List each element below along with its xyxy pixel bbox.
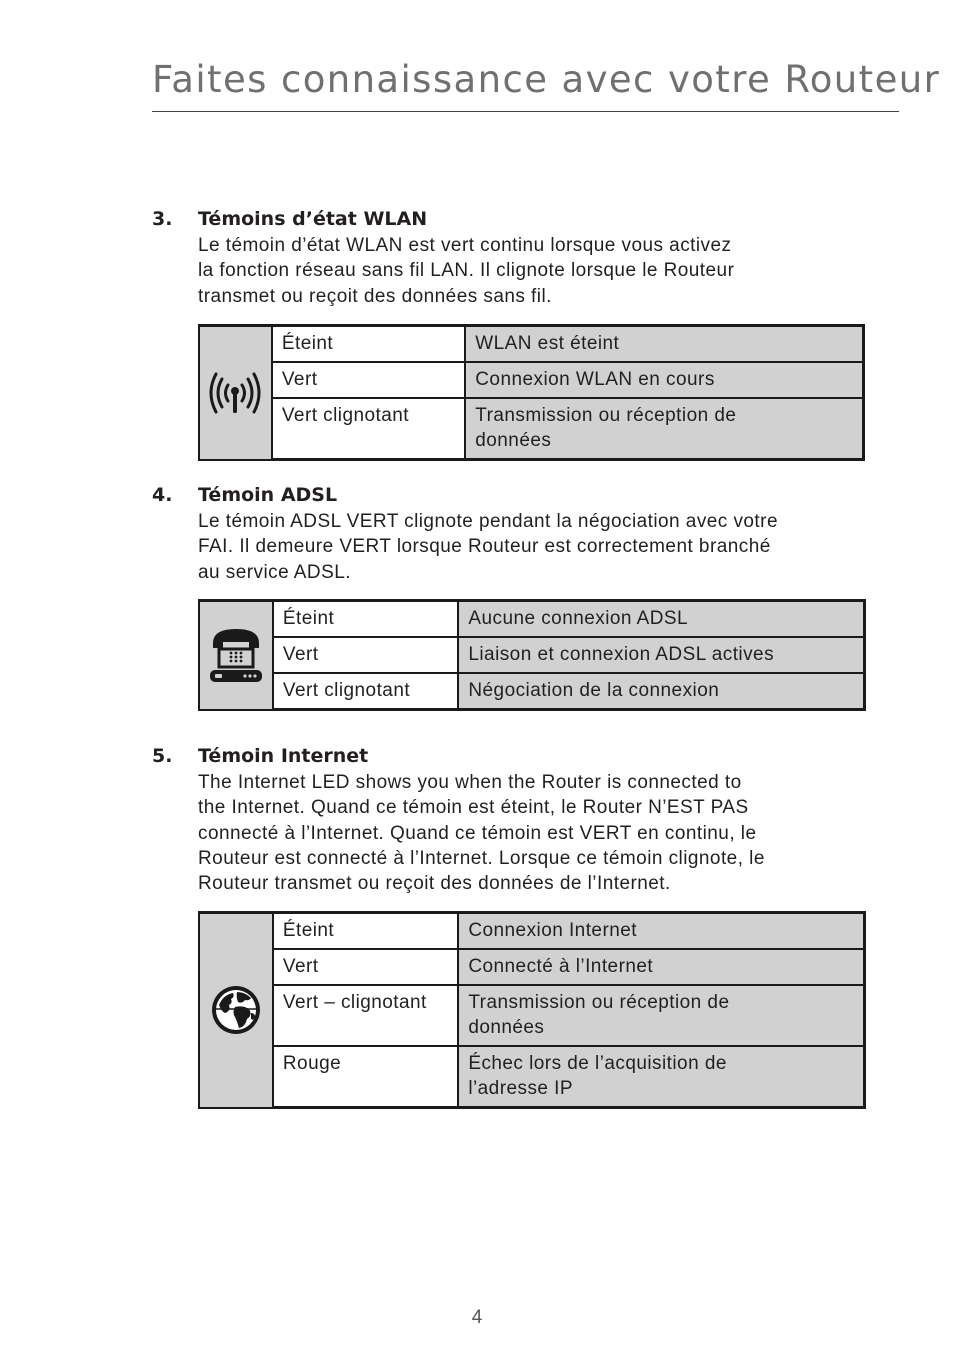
table-row xyxy=(199,398,864,460)
table-row xyxy=(199,985,865,1046)
state-cell: Rouge xyxy=(273,1046,458,1108)
state-cell: Vert clignotant xyxy=(272,398,465,460)
section-wlan xyxy=(152,208,867,309)
table-row xyxy=(199,637,865,673)
meaning-cell: Connecté à l’Internet xyxy=(458,949,864,985)
state-cell: Vert xyxy=(273,637,458,673)
state-cell: Éteint xyxy=(273,601,458,638)
globe-icon xyxy=(200,983,272,1037)
section-description: Le témoin ADSL VERT clignote pendant la négociation avec votre FAI. Il demeure VERT lorsque Routeur est correctement branché au service ADSL. xyxy=(198,511,778,583)
section-title: Témoin Internet xyxy=(198,745,369,767)
section-heading xyxy=(152,484,867,510)
state-cell: Vert xyxy=(272,362,465,398)
section-heading xyxy=(152,208,867,234)
meaning-cell: Négociation de la connexion xyxy=(458,673,864,710)
meaning-cell: Transmission ou réception de données xyxy=(465,398,863,460)
state-cell: Vert clignotant xyxy=(273,673,458,710)
table-row xyxy=(199,673,865,710)
icon-cell xyxy=(199,601,273,710)
title-divider xyxy=(152,111,899,112)
internet-status-table xyxy=(198,911,866,1109)
icon-cell xyxy=(199,326,272,460)
section-adsl xyxy=(152,484,867,585)
telephone-modem-icon xyxy=(200,625,272,685)
meaning-cell: Aucune connexion ADSL xyxy=(458,601,864,638)
section-title: Témoins d’état WLAN xyxy=(198,208,428,230)
section-internet xyxy=(152,745,867,896)
meaning-cell: Connexion WLAN en cours xyxy=(465,362,863,398)
section-number: 5. xyxy=(152,745,173,767)
page-number: 4 xyxy=(471,1307,483,1328)
table-row xyxy=(199,913,865,950)
section-description: The Internet LED shows you when the Router is connected to the Internet. Quand ce témoin est éteint, le Router N’EST PAS connecté à l’Internet. Quand ce témoin est VERT en continu, le Routeur est connecté à l’Internet. Lorsque ce témoin clignote, le Routeur transmet ou reçoit des données de l’Internet. xyxy=(198,772,765,895)
state-cell: Vert xyxy=(273,949,458,985)
state-cell: Vert – clignotant xyxy=(273,985,458,1046)
icon-cell xyxy=(199,913,273,1108)
meaning-cell: Connexion Internet xyxy=(458,913,864,950)
meaning-cell: Liaison et connexion ADSL actives xyxy=(458,637,864,673)
table-row xyxy=(199,601,865,638)
page-title: Faites connaissance avec votre Routeur xyxy=(152,58,941,101)
state-cell: Éteint xyxy=(272,326,465,363)
wlan-status-table xyxy=(198,324,865,461)
table-row xyxy=(199,949,865,985)
section-number: 4. xyxy=(152,484,173,506)
state-cell: Éteint xyxy=(273,913,458,950)
section-title: Témoin ADSL xyxy=(198,484,338,506)
section-description: Le témoin d’état WLAN est vert continu lorsque vous activez la fonction réseau sans fil LAN. Il clignote lorsque le Routeur transmet ou reçoit des données sans fil. xyxy=(198,235,735,307)
table-row xyxy=(199,1046,865,1108)
section-heading xyxy=(152,745,867,771)
meaning-cell: Transmission ou réception de données xyxy=(458,985,864,1046)
meaning-cell: WLAN est éteint xyxy=(465,326,863,363)
table-row xyxy=(199,362,864,398)
section-number: 3. xyxy=(152,208,173,230)
adsl-status-table xyxy=(198,599,866,711)
meaning-cell: Échec lors de l’acquisition de l’adresse IP xyxy=(458,1046,864,1108)
table-row xyxy=(199,326,864,363)
wireless-signal-icon xyxy=(200,369,271,417)
